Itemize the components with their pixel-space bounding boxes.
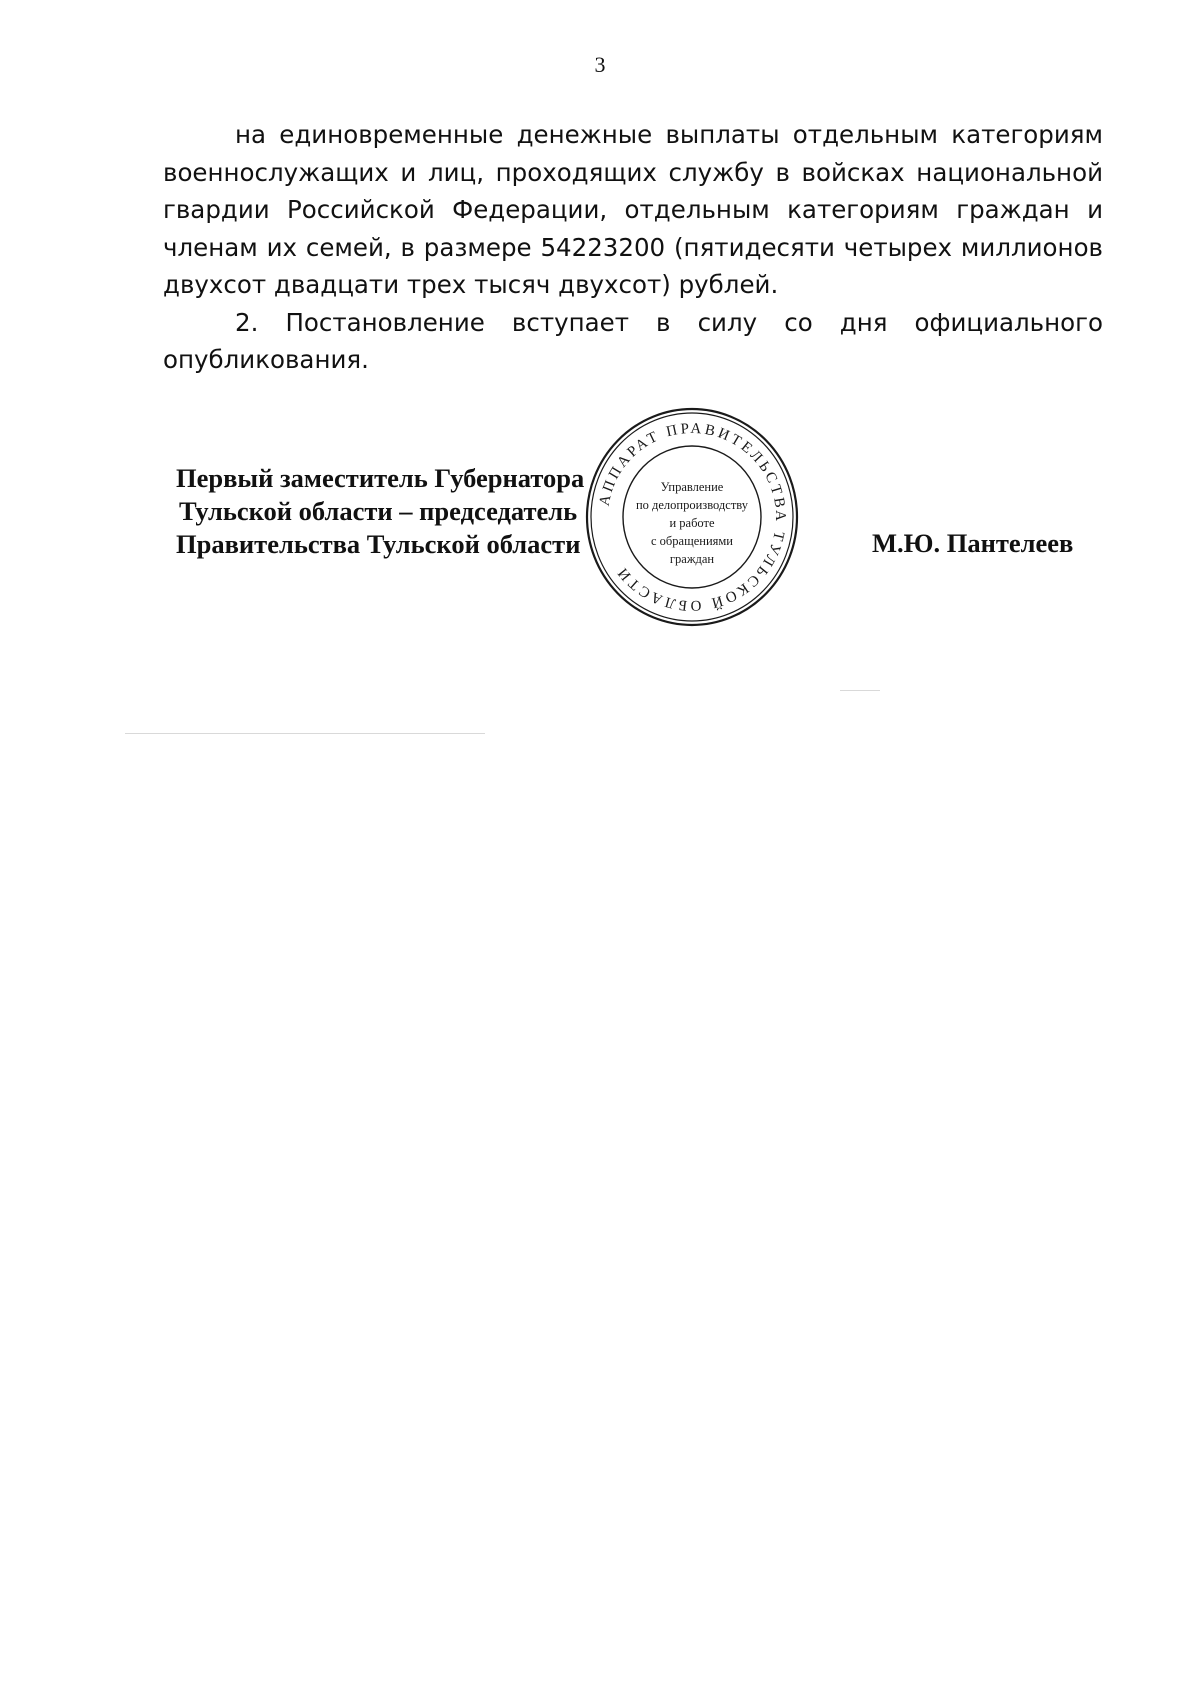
scan-artifact-line (125, 733, 485, 734)
signatory-position (176, 462, 584, 561)
seal-line: и работе (669, 516, 715, 530)
document-body (163, 116, 1103, 379)
seal-ring-text: АППАРАТ ПРАВИТЕЛЬСТВА ТУЛЬСКОЙ ОБЛАСТИ (596, 420, 789, 614)
signatory-position-line: Тульской области – председатель (179, 496, 578, 526)
signatory-position-line: Правительства Тульской области (176, 529, 581, 559)
paragraph-effective-date: 2. Постановление вступает в силу со дня официального опубликования. (163, 307, 1103, 374)
seal-line: с обращениями (651, 534, 733, 548)
seal-line: Управление (660, 480, 724, 494)
seal-center-text (583, 478, 801, 568)
page-number: 3 (594, 52, 606, 77)
scan-artifact-line (840, 690, 880, 691)
official-seal (583, 406, 801, 628)
paragraph-payments: на единовременные денежные выплаты отдельным категориям военнослужащих и лиц, проходящих службу в войсках национальной гвардии Российской Федерации, отдельным категориям граждан и членам их семей, в размере 54223200 (пятидесяти четырех миллионов двухсот двадцати трех тысяч двухсот) рублей. (163, 120, 1103, 299)
signatory-name: М.Ю. Пантелеев (872, 528, 1074, 558)
signatory-position-line: Первый заместитель Губернатора (176, 463, 585, 493)
seal-line: по делопроизводству (635, 498, 749, 512)
seal-line: граждан (669, 552, 715, 566)
